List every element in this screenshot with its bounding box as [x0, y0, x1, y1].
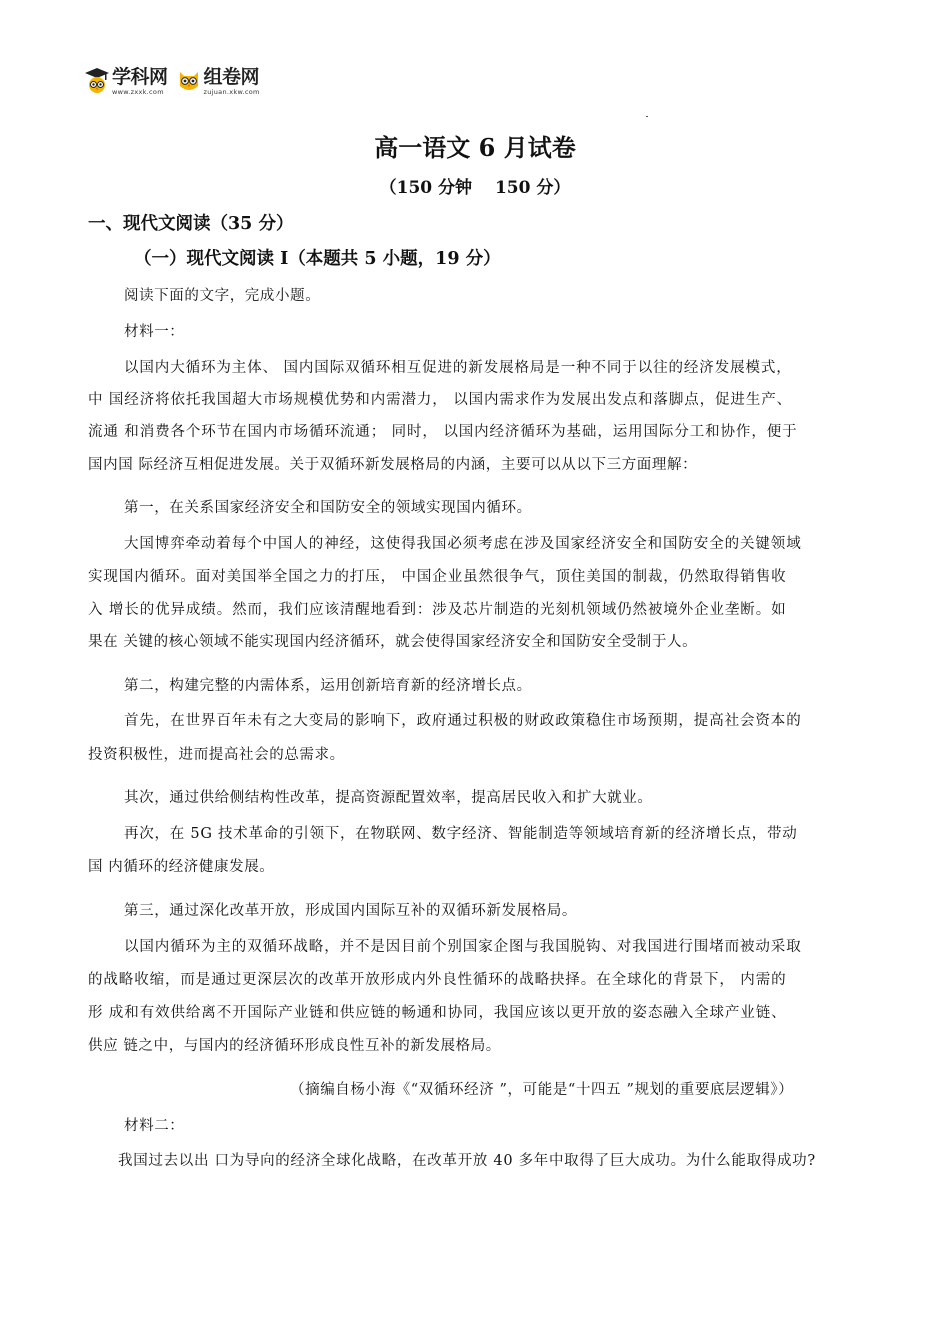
paragraph-line: 国内国 际经济互相促进发展。关于双循环新发展格局的内涵，主要可以从以下三方面理解：	[88, 457, 698, 473]
paragraph-line: 果在 关键的核心领域不能实现国内经济循环，就会使得国家经济安全和国防安全受制于人。	[88, 634, 698, 650]
subsection-heading: （一）现代文阅读 Ⅰ（本题共 5 小题，19 分）	[134, 249, 501, 269]
paragraph-line: 其次，通过供给侧结构性改革，提高资源配置效率，提高居民收入和扩大就业。	[124, 790, 653, 806]
paragraph-line: 大国博弈牵动着每个中国人的神经，这使得我国必须考虑在涉及国家经济安全和国防安全的关键领域	[124, 536, 802, 552]
paragraph-line: 第一，在关系国家经济安全和国防安全的领域实现国内循环。	[124, 500, 532, 516]
paragraph-line: 形 成和有效供给离不开国际产业链和供应链的畅通和协同，我国应该以更开放的姿态融入全球产业链、	[88, 1005, 787, 1021]
paragraph-line: 首先，在世界百年未有之大变局的影响下，政府通过积极的财政政策稳住市场预期，提高社会资本的	[124, 713, 802, 729]
zujuan-logo-url: zujuan.xkw.com	[203, 88, 260, 96]
exam-title: 高一语文 6 月试卷	[374, 133, 576, 162]
owl-graduate-icon	[84, 66, 110, 94]
material-label: 材料一：	[124, 324, 185, 340]
exam-subtitle: （150 分钟 150 分）	[379, 178, 571, 198]
source-citation: （摘编自杨小海《“双循环经济 ”，可能是“十四五 ”规划的重要底层逻辑》）	[290, 1082, 794, 1098]
paragraph-line: 中 国经济将依托我国超大市场规模优势和内需潜力， 以国内需求作为发展出发点和落脚点，促进生产、	[88, 392, 793, 408]
instruction-text: 阅读下面的文字，完成小题。	[124, 288, 321, 304]
paragraph-line: 我国过去以出 口为导向的经济全球化战略，在改革开放 40 多年中取得了巨大成功。为什么能取得成功?	[118, 1153, 816, 1169]
paragraph-line: 以国内大循环为主体、 国内国际双循环相互促进的新发展格局是一种不同于以往的经济发展模式，	[124, 360, 792, 376]
xkw-logo-name: 学科网	[112, 66, 168, 88]
paragraph-line: 流通 和消费各个环节在国内市场循环流通； 同时， 以国内经济循环为基础，运用国际分工和协作，便于	[88, 424, 798, 440]
paragraph-line: 入 增长的优异成绩。然而，我们应该清醒地看到：涉及芯片制造的光刻机领域仍然被境外企业垄断。如	[88, 602, 787, 618]
header-logos	[84, 66, 260, 96]
owl-icon	[176, 66, 202, 94]
paragraph-line: 以国内循环为主的双循环战略，并不是因目前个别国家企图与我国脱钩、对我国进行围堵而被动采取	[124, 939, 802, 955]
xkw-logo-url: www.zxxk.com	[112, 88, 164, 96]
zujuan-logo[interactable]	[176, 66, 260, 96]
paragraph-line: 实现国内循环。面对美国举全国之力的打压， 中国企业虽然很争气，顶住美国的制裁，仍然取得销售收	[88, 569, 787, 585]
zujuan-logo-name: 组卷网	[203, 66, 260, 88]
paragraph-line: 的战略收缩，而是通过更深层次的改革开放形成内外良性循环的战略抉择。在全球化的背景下， 内需的	[88, 972, 787, 988]
paragraph-line: 第二，构建完整的内需体系，运用创新培育新的经济增长点。	[124, 678, 532, 694]
paragraph-line: 国 内循环的经济健康发展。	[88, 859, 275, 875]
paragraph-line: 供应 链之中，与国内的经济循环形成良性互补的新发展格局。	[88, 1038, 501, 1054]
paragraph-line: 再次，在 5G 技术革命的引领下，在物联网、数字经济、智能制造等领域培育新的经济增长点，带动	[124, 826, 798, 842]
stray-mark	[646, 116, 648, 117]
material-label: 材料二：	[124, 1118, 185, 1134]
section-heading: 一、现代文阅读（35 分）	[88, 214, 294, 234]
paragraph-line: 投资积极性，进而提高社会的总需求。	[88, 747, 345, 763]
paragraph-line: 第三，通过深化改革开放，形成国内国际互补的双循环新发展格局。	[124, 903, 577, 919]
xkw-logo[interactable]	[84, 66, 168, 96]
